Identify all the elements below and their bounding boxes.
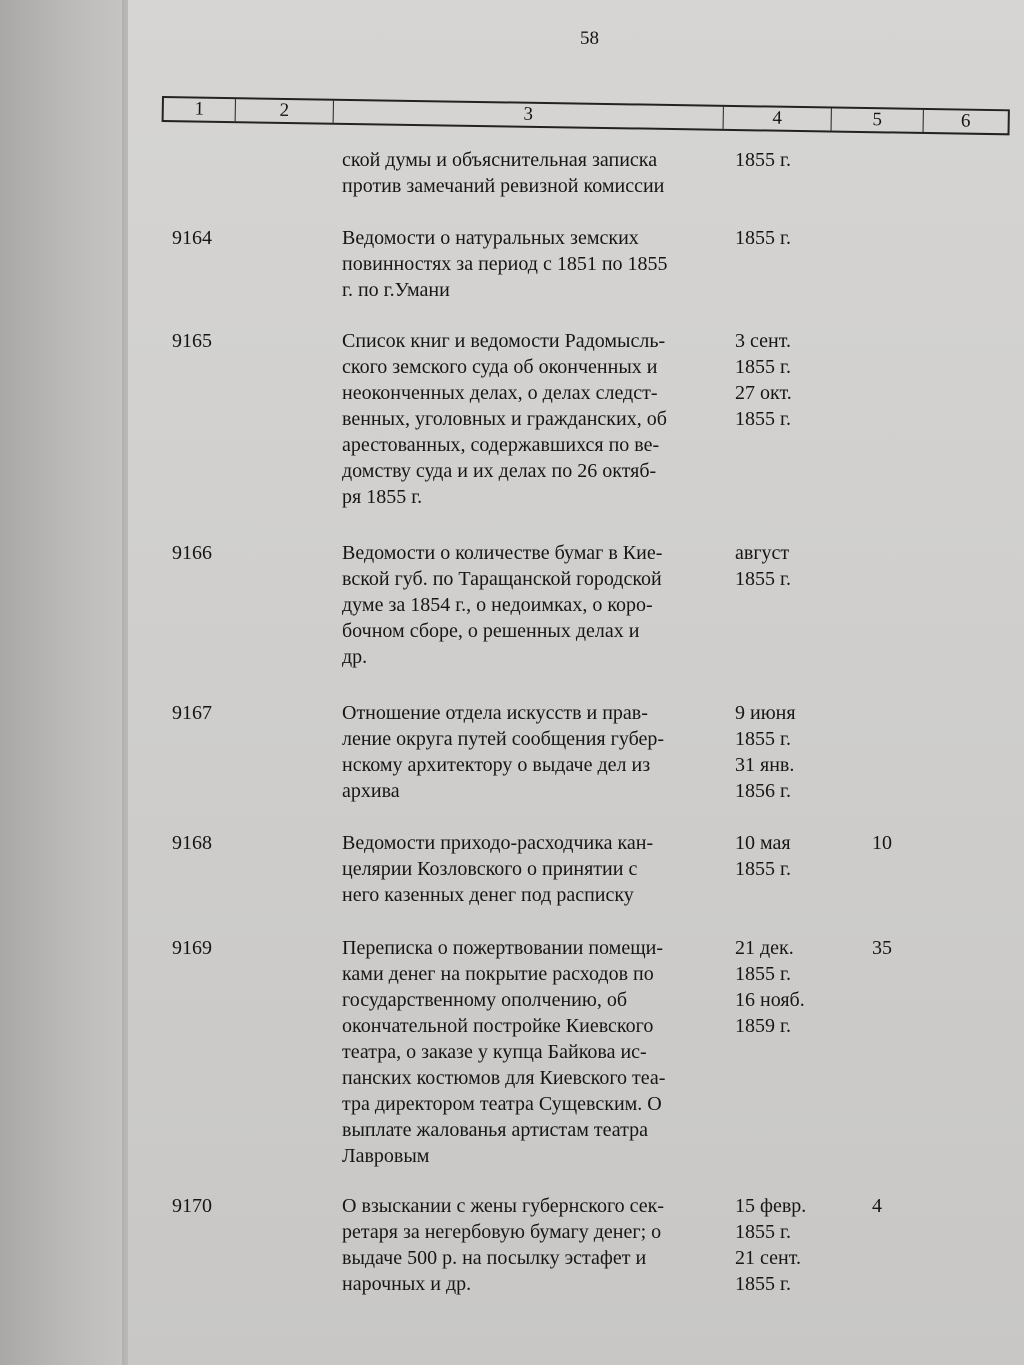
description-line: выплате жалованья артистам театра [342, 1119, 649, 1141]
record-description [342, 328, 722, 510]
sheet-count: 35 [872, 937, 892, 959]
record-description [342, 830, 722, 908]
record-number: 9169 [172, 937, 212, 959]
record-description [342, 1193, 722, 1297]
description-line: панских костюмов для Киевского теа- [342, 1067, 666, 1089]
description-line: него казенных денег под расписку [342, 884, 634, 906]
description-line: неоконченных делах, о делах следст- [342, 382, 658, 404]
date-line: 1855 г. [735, 408, 791, 430]
date-line: 16 нояб. [735, 989, 805, 1011]
record-number: 9170 [172, 1195, 212, 1217]
record-description [342, 540, 722, 670]
description-line: др. [342, 646, 368, 668]
header-col-4: 4 [724, 107, 832, 131]
description-line: против замечаний ревизной комиссии [342, 175, 665, 197]
description-line: повинностях за период с 1851 по 1855 [342, 253, 668, 275]
date-line: 1855 г. [735, 568, 791, 590]
description-line: г. по г.Умани [342, 279, 450, 301]
description-line: ря 1855 г. [342, 486, 423, 508]
description-line: тра директором театра Сущевским. О [342, 1093, 662, 1115]
description-line: Отношение отдела искусств и прав- [342, 702, 648, 724]
date-line: 1855 г. [735, 963, 791, 985]
record-dates [735, 225, 835, 251]
header-col-2: 2 [236, 99, 334, 123]
description-line: театра, о заказе у купца Байкова ис- [342, 1041, 647, 1063]
description-line: нскому архитектору о выдаче дел из [342, 754, 651, 776]
description-line: ской думы и объяснительная записка [342, 149, 658, 171]
header-col-1: 1 [164, 98, 236, 121]
date-line: 1859 г. [735, 1015, 791, 1037]
description-line: домству суда и их делах по 26 октяб- [342, 460, 657, 482]
date-line: 27 окт. [735, 382, 792, 404]
description-line: окончательной постройке Киевского [342, 1015, 654, 1037]
record-description [342, 700, 722, 804]
record-description [342, 147, 722, 199]
date-line: 3 сент. [735, 330, 791, 352]
description-line: архива [342, 780, 400, 802]
record-description [342, 935, 722, 1169]
description-line: Лавровым [342, 1145, 430, 1167]
date-line: 10 мая [735, 832, 791, 854]
description-line: Ведомости приходо-расходчика кан- [342, 832, 654, 854]
record-number: 9168 [172, 832, 212, 854]
header-col-3: 3 [334, 101, 724, 129]
header-col-6: 6 [960, 110, 971, 132]
description-line: ками денег на покрытие расходов по [342, 963, 654, 985]
description-line: Переписка о пожертвовании помещи- [342, 937, 663, 959]
date-line: 1855 г. [735, 227, 791, 249]
description-line: О взыскании с жены губернского сек- [342, 1195, 665, 1217]
record-dates [735, 700, 835, 804]
record-dates [735, 328, 835, 432]
page-number: 58 [580, 28, 599, 49]
record-dates [735, 935, 835, 1039]
description-line: венных, уголовных и гражданских, об [342, 408, 667, 430]
description-line: ретаря за негербовую бумагу денег; о [342, 1221, 662, 1243]
sheet-count: 10 [872, 832, 892, 854]
description-line: Ведомости о количестве бумаг в Кие- [342, 542, 663, 564]
record-dates [735, 540, 835, 592]
date-line: 1855 г. [735, 149, 791, 171]
description-line: ление округа путей сообщения губер- [342, 728, 665, 750]
date-line: 1855 г. [735, 858, 791, 880]
record-number: 9164 [172, 227, 212, 249]
date-line: 31 янв. [735, 754, 795, 776]
description-line: Список книг и ведомости Радомысль- [342, 330, 666, 352]
date-line: 15 февр. [735, 1195, 807, 1217]
description-line: бочном сборе, о решенных делах и [342, 620, 640, 642]
description-line: арестованных, содержавшихся по ве- [342, 434, 660, 456]
header-col-5: 5 [832, 109, 924, 132]
description-line: целярии Козловского о принятии с [342, 858, 638, 880]
record-dates [735, 147, 835, 173]
sheet-count: 4 [872, 1195, 882, 1217]
date-line: август [735, 542, 790, 564]
record-description [342, 225, 722, 303]
date-line: 9 июня [735, 702, 796, 724]
date-line: 21 дек. [735, 937, 794, 959]
date-line: 21 сент. [735, 1247, 801, 1269]
description-line: вской губ. по Таращанской городской [342, 568, 662, 590]
description-line: выдаче 500 р. на посылку эстафет и [342, 1247, 647, 1269]
record-dates [735, 1193, 835, 1297]
description-line: думе за 1854 г., о недоимках, о коро- [342, 594, 653, 616]
record-dates [735, 830, 835, 882]
date-line: 1855 г. [735, 1273, 791, 1295]
date-line: 1855 г. [735, 356, 791, 378]
record-number: 9167 [172, 702, 212, 724]
description-line: ского земского суда об оконченных и [342, 356, 658, 378]
date-line: 1855 г. [735, 728, 791, 750]
date-line: 1856 г. [735, 780, 791, 802]
record-number: 9166 [172, 542, 212, 564]
description-line: нарочных и др. [342, 1273, 472, 1295]
description-line: государственному ополчению, об [342, 989, 627, 1011]
date-line: 1855 г. [735, 1221, 791, 1243]
record-number: 9165 [172, 330, 212, 352]
description-line: Ведомости о натуральных земских [342, 227, 639, 249]
